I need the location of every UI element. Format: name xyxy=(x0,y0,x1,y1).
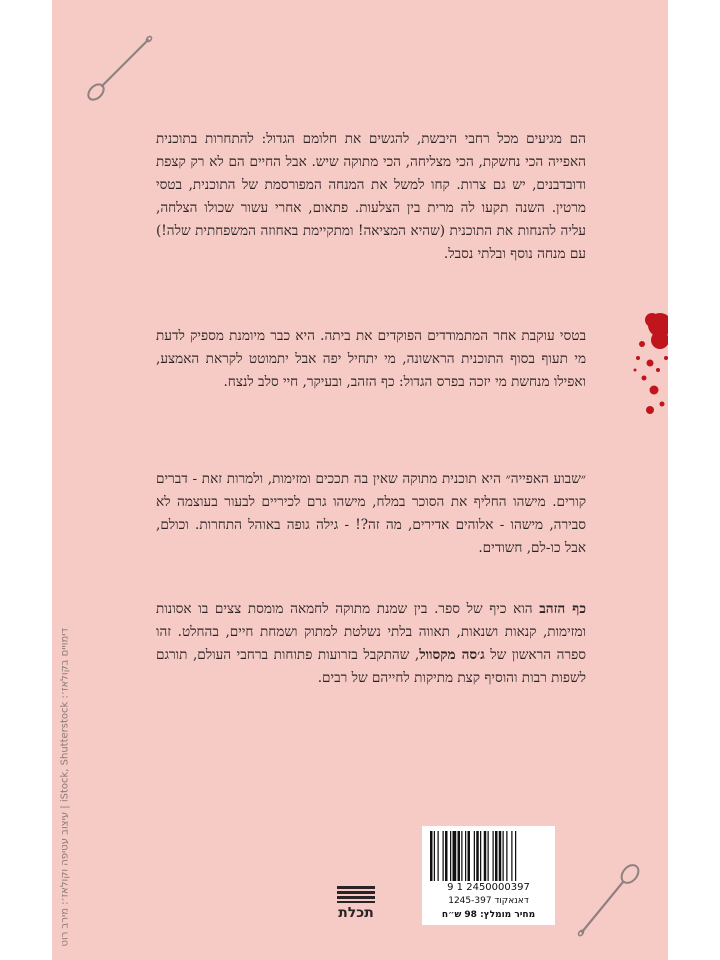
blurb-paragraph-2: בטסי עוקבת אחר המתמודדים הפוקדים את ביתה. היא כבר מיומנת מספיק לדעת מי תעוף בסוף התוכנית הראשונה, מי יתחיל יפה אבל יתמוטט לקראת האמצע, ואפילו מנחשת מי יזכה בפרס הגדול: כף הזהב, ובעיקר, חיי סלב לנצח. xyxy=(156,328,586,390)
spoon-icon xyxy=(80,30,160,110)
back-cover xyxy=(52,0,668,960)
barcode-sticker xyxy=(422,826,555,925)
publisher-name: תכלת xyxy=(338,905,374,921)
image-credit xyxy=(56,570,74,950)
blurb-paragraph-1: הם מגיעים מכל רחבי היבשת, להגשים את חלומם הגדול: להתחרות בתוכנית האפייה הכי נחשקת, הכי מצליחה, הכי מתוקה שיש. אבל החיים הם לא רק קצפת ודובדבנים, יש גם צרות. קחו למשל את המנחה המפורסמת של התוכנית, בטסי מרטין. השנה תקעו לה מרית בין הצלעות. פתאום, אחרי עשור שכולו הצלחה, עליה להנחות את התוכנית (שהיא המציאה! ומתקיימת באחוזה המשפחתית שלה!) עם מנחה נוסף ובלתי נסבל. xyxy=(156,131,586,262)
spoon-icon xyxy=(574,858,644,938)
book-title-inline: כף הזהב xyxy=(539,601,586,617)
blurb-paragraph-4-text-a: הוא כיף של ספר. בין שמנת מתוקה לחמאה מומסת צצים בו אסונות ומזימות, קנאות ושנאות, תאווה בלתי נשלטת למתוק ושמחת חיים, בהחלט. זהו ספרה הראשון של xyxy=(156,601,586,663)
publisher-logo xyxy=(334,884,378,921)
barcode-icon xyxy=(430,831,547,881)
blurb-paragraph-3: ״שבוע האפייה״ היא תוכנית מתוקה שאין בה תככים ומזימות, ולמרות זאת - דברים קורים. מישהו החליף את הסוכר במלח, מישהו גרם לכיריים לבעור בעוצמה לא סבירה, מישהו - אלוהים אדירים, מה זה?! - גילה גופה באוהל התחרות. וכולם, אבל כו-לם, חשודים. xyxy=(156,471,586,556)
blurb-paragraph-4-text-b: , שהתקבל בזרועות פתוחות ברחבי העולם, תורגם לשפות רבות והוסיף קצת מתיקות לחייהם של רבים. xyxy=(156,647,586,686)
barcode-number: 9 1 2450000397 xyxy=(447,882,530,893)
recommended-price: מחיר מומלץ: 98 ש״ח xyxy=(441,910,536,920)
author-name-inline: ג׳סה מקסוול xyxy=(419,647,485,663)
publisher-logo-icon xyxy=(334,884,378,904)
catalog-number: דאנאקוד 1245-397 xyxy=(448,896,529,906)
blurb-paragraph-4 xyxy=(156,598,586,690)
blood-splatter-icon xyxy=(630,300,668,430)
image-credit-text: דימויים בקולאז׳: iStock, Shutterstock | עיצוב עטיפה וקולאז׳: מירב רוט xyxy=(59,628,71,947)
